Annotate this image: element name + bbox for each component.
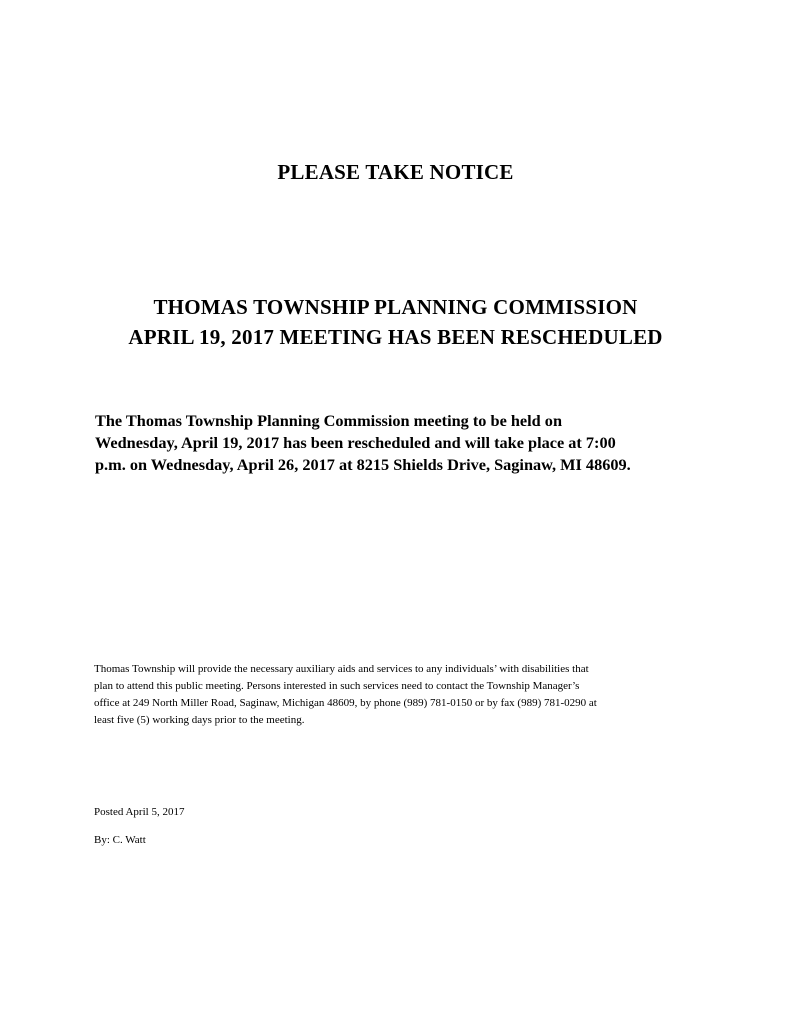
meeting-heading <box>0 292 791 352</box>
paragraph-line: p.m. on Wednesday, April 26, 2017 at 8215 Shields Drive, Saginaw, MI 48609. <box>95 455 631 474</box>
heading-line: THOMAS TOWNSHIP PLANNING COMMISSION <box>153 295 638 319</box>
posted-date: Posted April 5, 2017 <box>94 806 185 818</box>
accessibility-notice <box>94 661 734 729</box>
notice-line: plan to attend this public meeting. Persons interested in such services need to contact the Township Manager’s <box>94 680 580 692</box>
notice-title: PLEASE TAKE NOTICE <box>277 160 514 184</box>
notice-line: Thomas Township will provide the necessary auxiliary aids and services to any individuals’ with disabilities that <box>94 663 589 675</box>
paragraph-line: Wednesday, April 19, 2017 has been rescheduled and will take place at 7:00 <box>95 433 616 452</box>
notice-line: least five (5) working days prior to the meeting. <box>94 714 305 726</box>
author-byline: By: C. Watt <box>94 834 146 846</box>
heading-line: APRIL 19, 2017 MEETING HAS BEEN RESCHEDULED <box>128 325 663 349</box>
notice-line: office at 249 North Miller Road, Saginaw, Michigan 48609, by phone (989) 781-0150 or by fax (989) 781-0290 at <box>94 697 597 709</box>
paragraph-line: The Thomas Township Planning Commission meeting to be held on <box>95 411 562 430</box>
reschedule-paragraph <box>95 410 735 476</box>
